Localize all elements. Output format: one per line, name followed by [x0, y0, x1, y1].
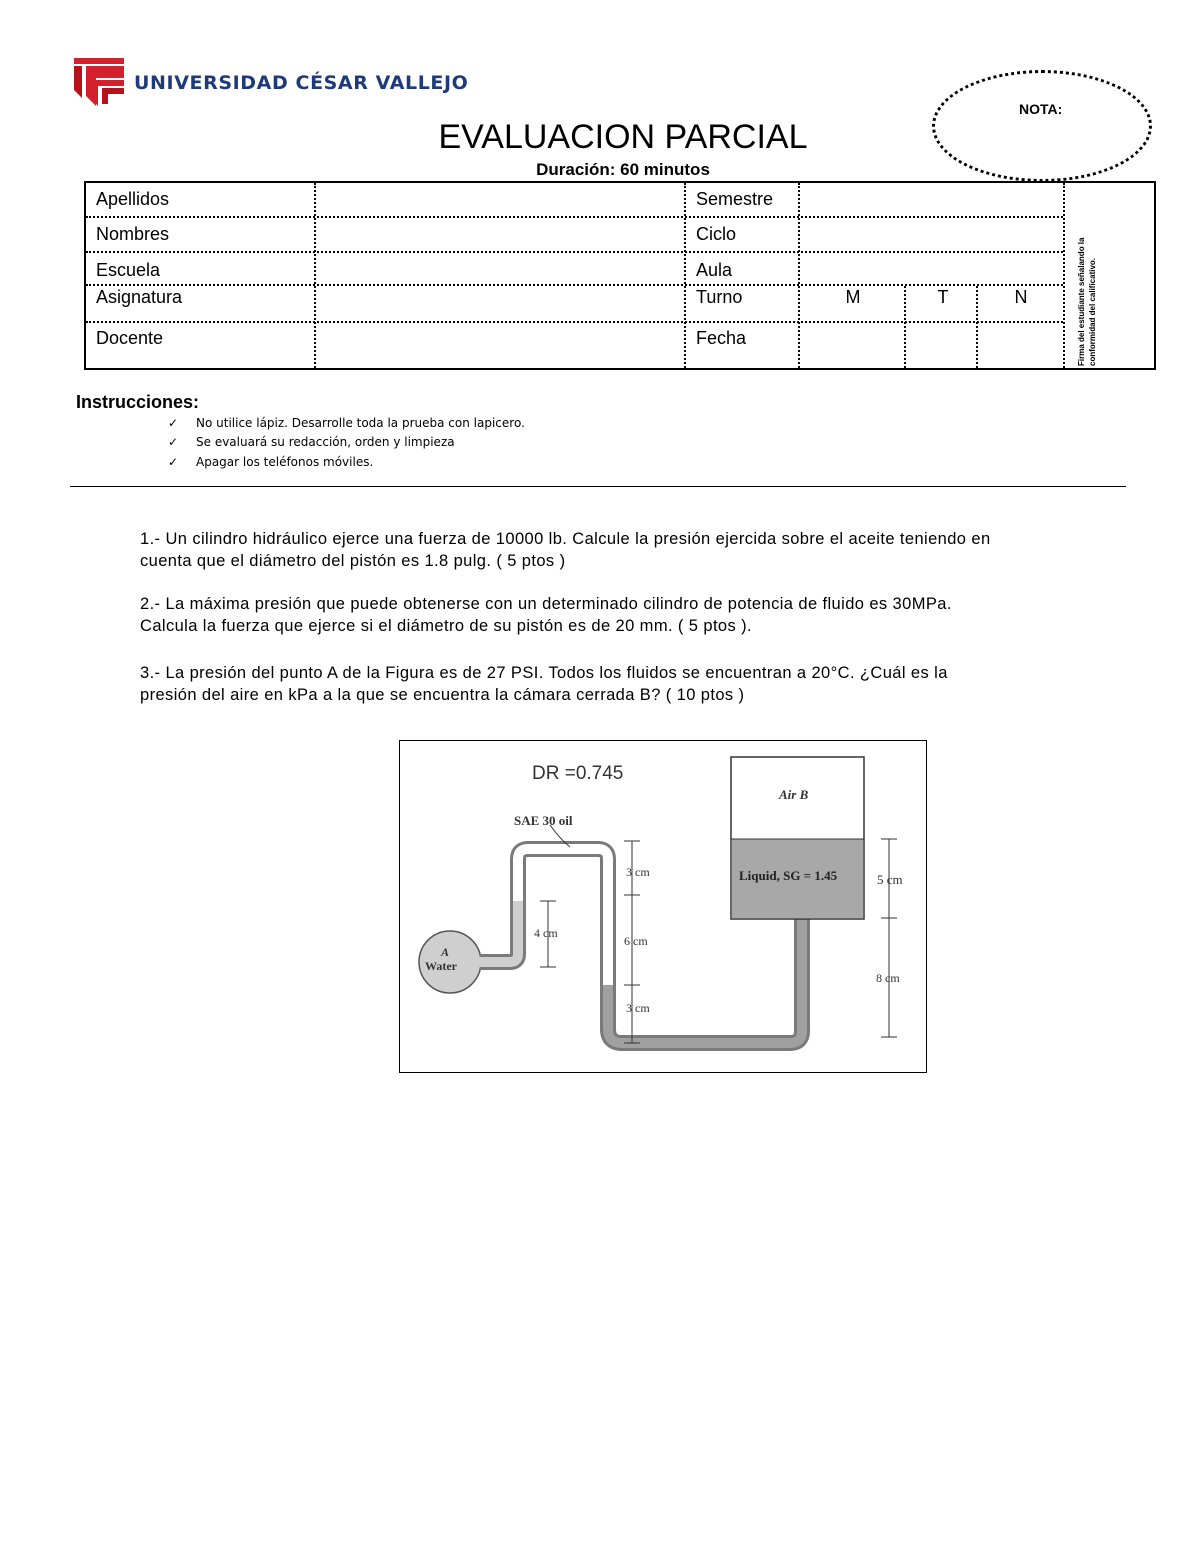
label-aula: Aula [696, 260, 733, 280]
university-logo-icon [72, 56, 126, 108]
label-semestre: Semestre [696, 189, 774, 209]
dim-3cm-top: 3 cm [626, 865, 650, 879]
student-info-table [84, 181, 1156, 370]
point-a-label: A [441, 945, 450, 959]
institution-name: UNIVERSIDAD CÉSAR VALLEJO [134, 72, 469, 94]
exam-duration: Duración: 60 minutos [536, 160, 710, 179]
dim-3cm-bottom: 3 cm [626, 1001, 650, 1015]
dim-8cm: 8 cm [876, 971, 900, 985]
liquid-label: Liquid, SG = 1.45 [739, 868, 838, 883]
air-label: Air B [779, 787, 809, 802]
dim-4cm: 4 cm [534, 926, 558, 940]
check-icon: ✓ [168, 416, 179, 430]
oil-section [518, 849, 608, 985]
manometer-diagram [400, 741, 925, 1071]
question-2: 2.- La máxima presión que puede obtenerse con un determinado cilindro de potencia de fluido es 30MPa. Calcula la fuerza que ejerce si el diámetro de su pistón es de 20 mm. ( 5 ptos ). [140, 595, 952, 635]
check-icon: ✓ [168, 455, 179, 469]
separator-line [70, 486, 1126, 487]
instruction-item: ✓ No utilice lápiz. Desarrolle toda la prueba con lapicero. [168, 416, 525, 430]
dr-label: DR =0.745 [532, 763, 624, 784]
instructions-heading: Instrucciones: [76, 392, 200, 412]
question-3: 3.- La presión del punto A de la Figura es de 27 PSI. Todos los fluidos se encuentran a 20°C. ¿Cuál es la presión del aire en kPa a la que se encuentra la cámara cerrada B? ( 10 ptos ) [140, 664, 948, 704]
shift-morning: M [845, 287, 861, 307]
signature-note: Firma del estudiante señalando la conformidad del calificativo. [1077, 237, 1097, 366]
label-fecha: Fecha [696, 328, 747, 348]
shift-night: N [1014, 287, 1028, 307]
question-1: 1.- Un cilindro hidráulico ejerce una fuerza de 10000 lb. Calcule la presión ejercida sobre el aceite teniendo en cuenta que el diámetro del pistón es 1.8 pulg. ( 5 ptos ) [140, 530, 991, 570]
label-turno: Turno [696, 287, 743, 307]
label-escuela: Escuela [96, 260, 161, 280]
label-asignatura: Asignatura [96, 287, 183, 307]
water-label: Water [425, 959, 457, 973]
manometer-figure [399, 740, 927, 1073]
instruction-item: ✓ Apagar los teléfonos móviles. [168, 455, 374, 469]
grade-label: NOTA: [1019, 101, 1063, 117]
check-icon: ✓ [168, 435, 179, 449]
label-nombres: Nombres [96, 224, 170, 244]
label-docente: Docente [96, 328, 164, 348]
instruction-item: ✓ Se evaluará su redacción, orden y limpieza [168, 435, 455, 449]
signature-column [1076, 226, 1100, 366]
shift-afternoon: T [937, 287, 949, 307]
exam-title: EVALUACION PARCIAL [438, 118, 808, 156]
label-ciclo: Ciclo [696, 224, 737, 244]
oil-label: SAE 30 oil [514, 813, 573, 828]
label-apellidos: Apellidos [96, 189, 170, 209]
dim-5cm: 5 cm [877, 872, 903, 887]
dim-6cm: 6 cm [624, 934, 648, 948]
